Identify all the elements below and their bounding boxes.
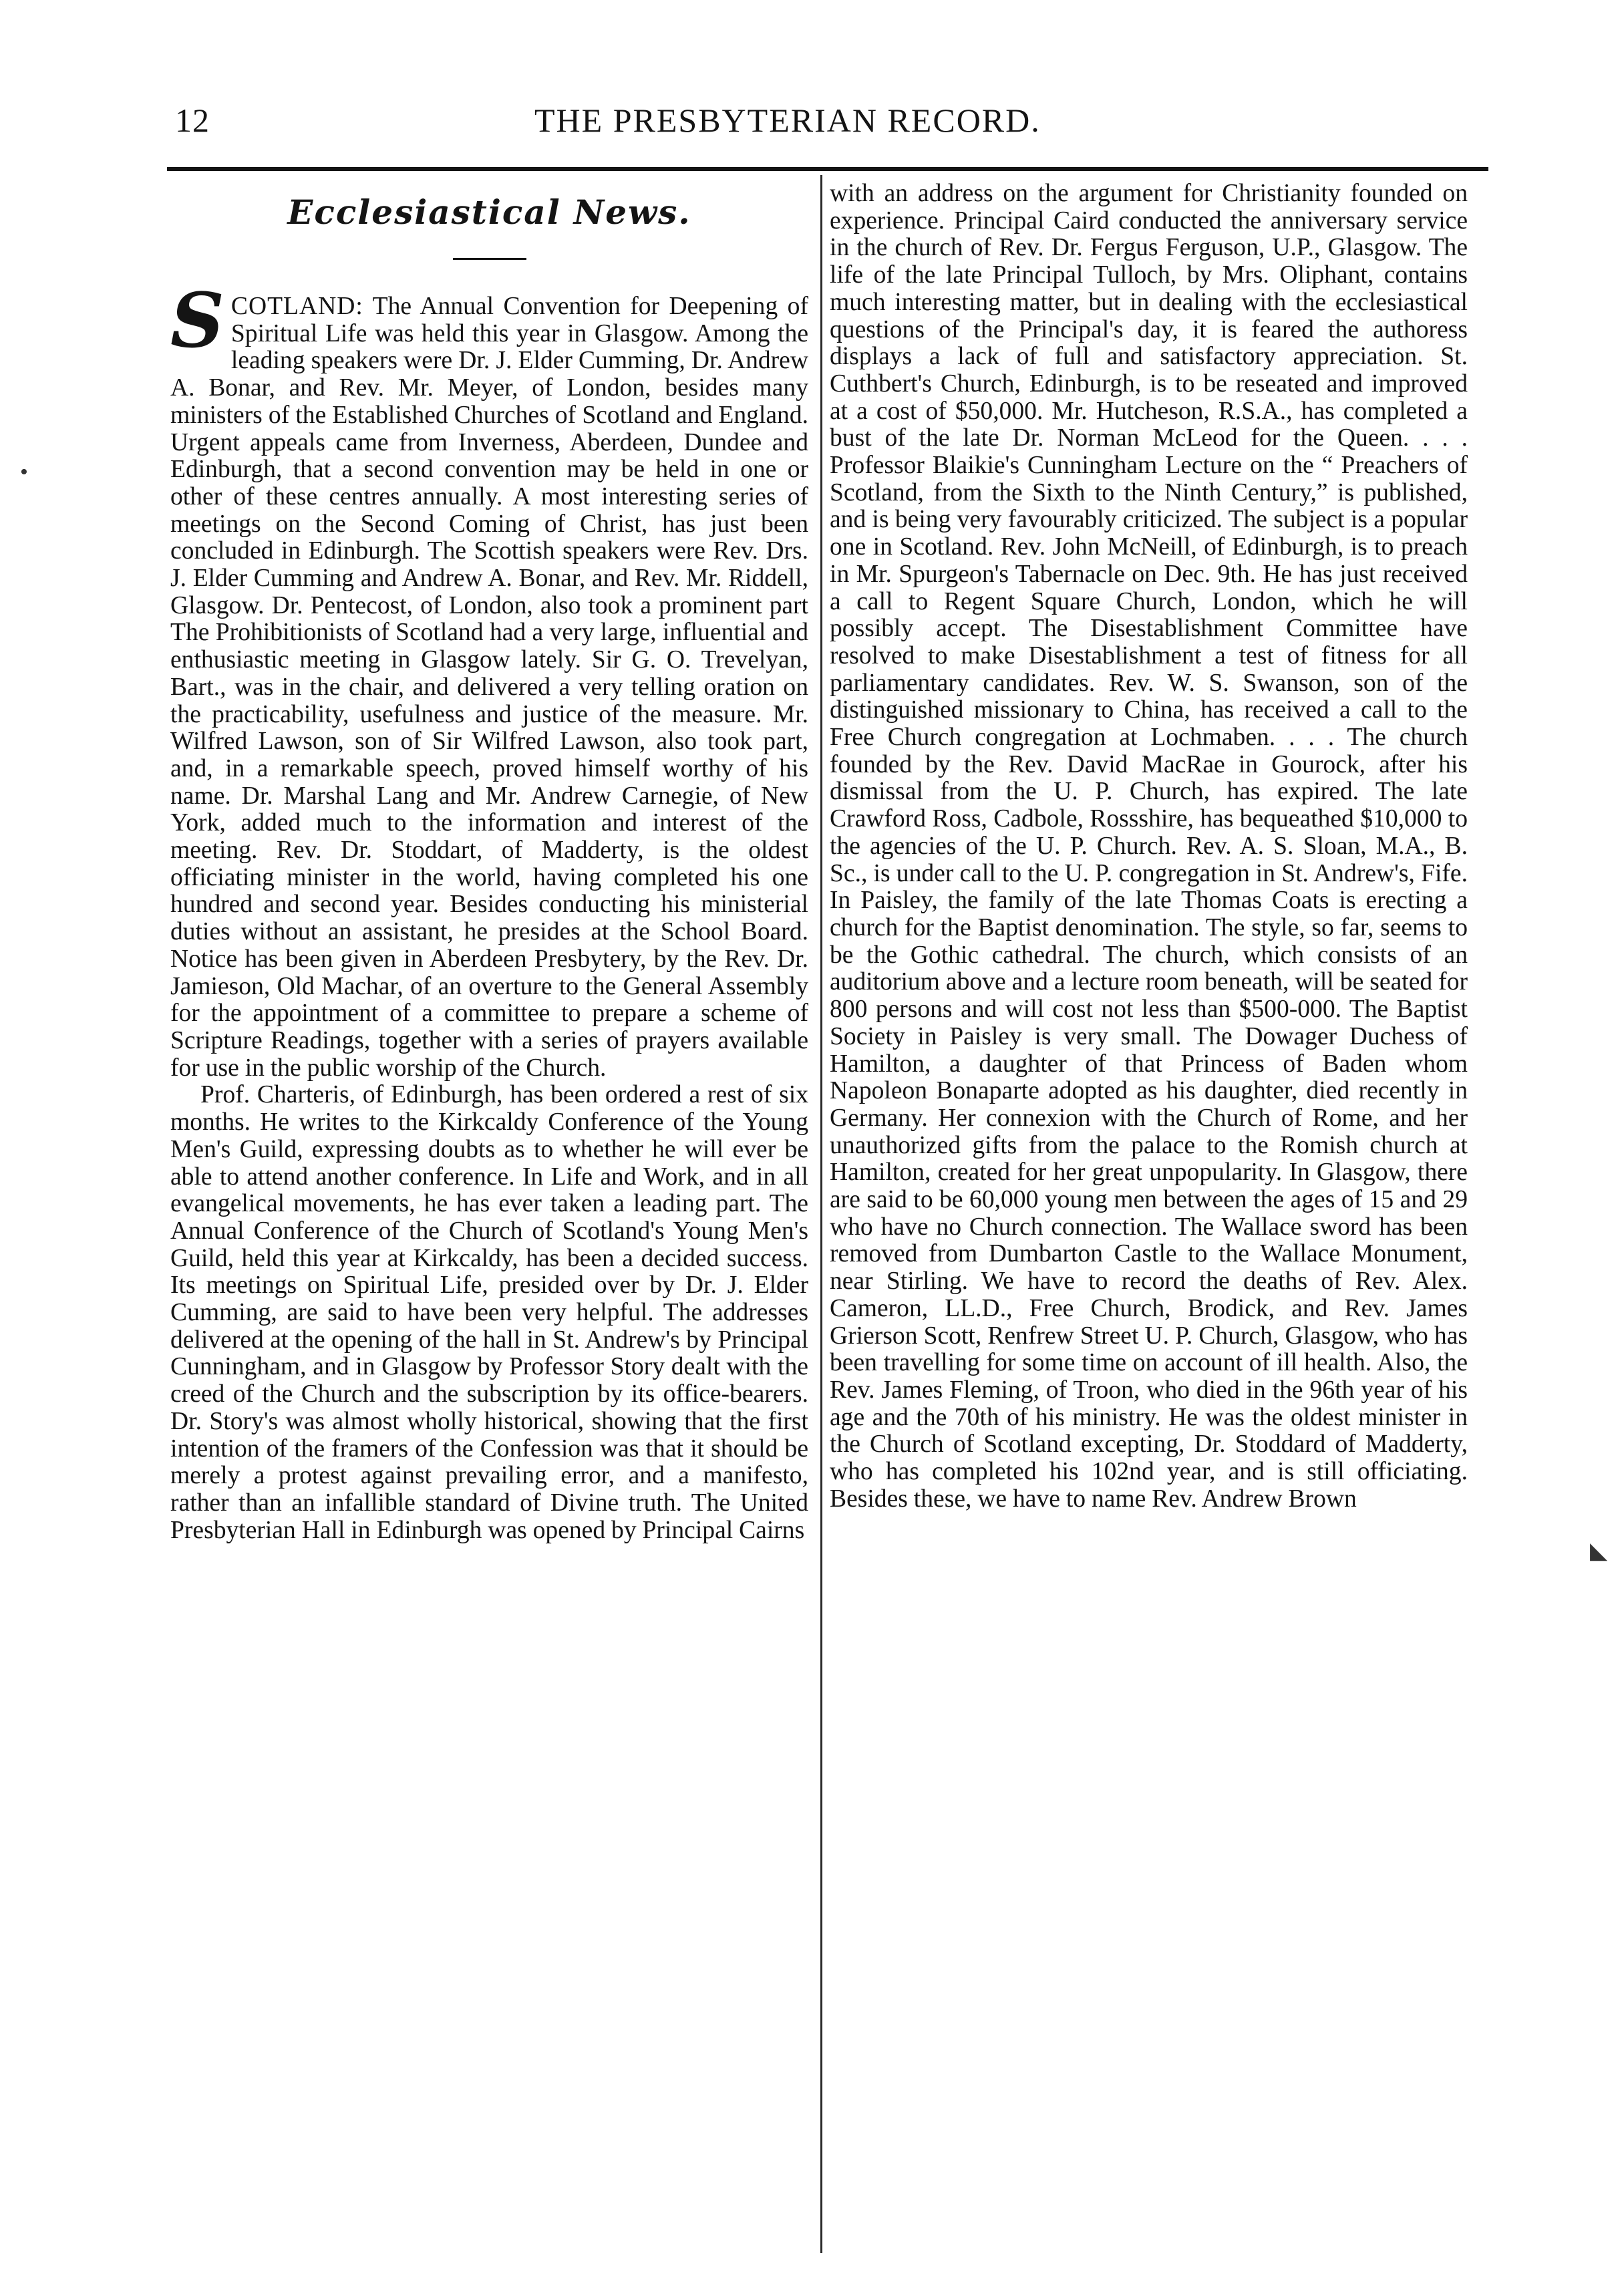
article-paragraph-1 [170, 277, 808, 1082]
paragraph-text: The Annual Convention for Deepening of Spiritual Life was held this year in Glasgow. Among the leading speakers were Dr. J. Elder Cumming, Dr. Andrew A. Bonar, and Rev. Mr. Meyer, of London, besides many ministers of the Established Churches of Scotland and England. Urgent appeals came from Inverness, Aberdeen, Dundee and Edinburgh, that a second convention may be held in one or other of these centres annually. A most interesting series of meetings on the Second Coming of Christ, has just been concluded in Edinburgh. The Scottish speakers were Rev. Drs. J. Elder Cumming and Andrew A. Bonar, and Rev. Mr. Riddell, Glasgow. Dr. Pentecost, of London, also took a prominent part The Prohibitionists of Scotland had a very large, influential and enthusiastic meeting in Glasgow lately. Sir G. O. Trevelyan, Bart., was in the chair, and delivered a very telling oration on the practicability, usefulness and justice of the measure. Mr. Wilfred Lawson, son of Sir Wilfred Lawson, also took part, and, in a remarkable speech, proved himself worthy of his name. Dr. Marshal Lang and Mr. Andrew Carnegie, of New York, added much to the information and interest of the meeting. Rev. Dr. Stoddart, of Madderty, is the oldest officiating minister in the world, having completed his one hundred and second year. Besides conducting his ministerial duties without an assistant, he presides at the School Board. Notice has been given in Aberdeen Presbytery, by the Rev. Dr. Jamieson, Old Machar, of an overture to the General Assembly for the appointment of a committee to prepare a scheme of Scripture Readings, together with a series of prayers available for use in the public worship of the Church. [170, 293, 808, 1082]
article-paragraph-3: with an address on the argument for Christianity founded on experience. Principal Caird conducted the anniversary service in the church of Rev. Dr. Fergus Ferguson, U.P., Glasgow. The life of the late Principal Tulloch, by Mrs. Oliphant, contains much interesting matter, but in dealing with the ecclesiastical questions of the Principal's day, it is feared the authoress displays a lack of full and satisfactory appreciation. St. Cuthbert's Church, Edinburgh, is to be reseated and improved at a cost of $50,000. Mr. Hutcheson, R.S.A., has completed a bust of the late Dr. Norman McLeod for the Queen. . . . Professor Blaikie's Cunningham Lecture on the “ Preachers of Scotland, from the Sixth to the Ninth Century,” is published, and is being very favourably criticized. The subject is a popular one in Scotland. Rev. John McNeill, of Edinburgh, is to preach in Mr. Spurgeon's Tabernacle on Dec. 9th. He has just received a call to Regent Square Church, London, which he will possibly accept. The Disestablishment Committee have resolved to make Disestablishment a test of fitness for all parliamentary candidates. Rev. W. S. Swanson, son of the distinguished missionary to China, has received a call to the Free Church congregation at Lochmaben. . . . The church founded by the Rev. David MacRae in Gourock, after his dismissal from the U. P. Church, has expired. The late Crawford Ross, Cadbole, Rossshire, has bequeathed $10,000 to the agencies of the U. P. Church. Rev. A. S. Sloan, M.A., B. Sc., is under call to the U. P. congregation in St. Andrew's, Fife. In Paisley, the family of the late Thomas Coats is erecting a church for the Baptist denomination. The style, so far, seems to be the Gothic cathedral. The church, which consists of an auditorium above and a lecture room beneath, will be seated for 800 persons and will cost not less than $500-000. The Baptist Society in Paisley is very small. The Dowager Duchess of Hamilton, a daughter of that Princess of Baden whom Napoleon Bonaparte adopted as his daughter, died recently in Germany. Her connexion with the Church of Rome, and her unauthorized gifts from the palace to the Romish church at Hamilton, created for her great unpopularity. In Glasgow, there are said to be 60,000 young men between the ages of 15 and 29 who have no Church connection. The Wallace sword has been removed from Dumbarton Castle to the Wallace Monument, near Stirling. We have to record the deaths of Rev. Alex. Cameron, LL.D., Free Church, Brodick, and Rev. James Grierson Scott, Renfrew Street U. P. Church, Glasgow, who has been travelling for some time on account of ill health. Also, the Rev. James Fleming, of Troon, who died in the 96th year of his age and the 70th of his ministry. He was the oldest minister in the Church of Scotland excepting, Dr. Stoddard of Madderty, who has completed his 102nd year, and is still officiating. Besides these, we have to name Rev. Andrew Brown [830, 180, 1468, 1513]
column-divider [820, 175, 822, 2253]
dropcap: S [170, 277, 224, 365]
section-title: Ecclesiastical News. [287, 192, 691, 232]
margin-arrow-mark: ◣ [1590, 1539, 1608, 1563]
left-column [170, 180, 808, 1544]
title-rule [453, 258, 526, 260]
lead-caps: COTLAND: [230, 293, 363, 320]
page-number: 12 [175, 102, 210, 139]
right-column [830, 180, 1468, 1513]
margin-dot: • [20, 460, 28, 484]
header-rule [167, 167, 1488, 171]
article-paragraph-2: Prof. Charteris, of Edinburgh, has been ordered a rest of six months. He writes to the Kirkcaldy Conference of the Young Men's Guild, expressing doubts as to whether he will ever be able to attend another conference. In Life and Work, and in all evangelical movements, he has ever taken a leading part. The Annual Conference of the Church of Scotland's Young Men's Guild, held this year at Kirkcaldy, has been a decided success. Its meetings on Spiritual Life, presided over by Dr. J. Elder Cumming, are said to have been very helpful. The addresses delivered at the opening of the hall in St. Andrew's by Principal Cunningham, and in Glasgow by Professor Story dealt with the creed of the Church and the subscription by its office-bearers. Dr. Story's was almost wholly historical, showing that the first intention of the framers of the Confession was that it should be merely a protest against prevailing error, and a manifesto, rather than an infallible standard of Divine truth. The United Presbyterian Hall in Edinburgh was opened by Principal Cairns [170, 1081, 808, 1544]
running-head: THE PRESBYTERIAN RECORD. [534, 102, 1041, 139]
